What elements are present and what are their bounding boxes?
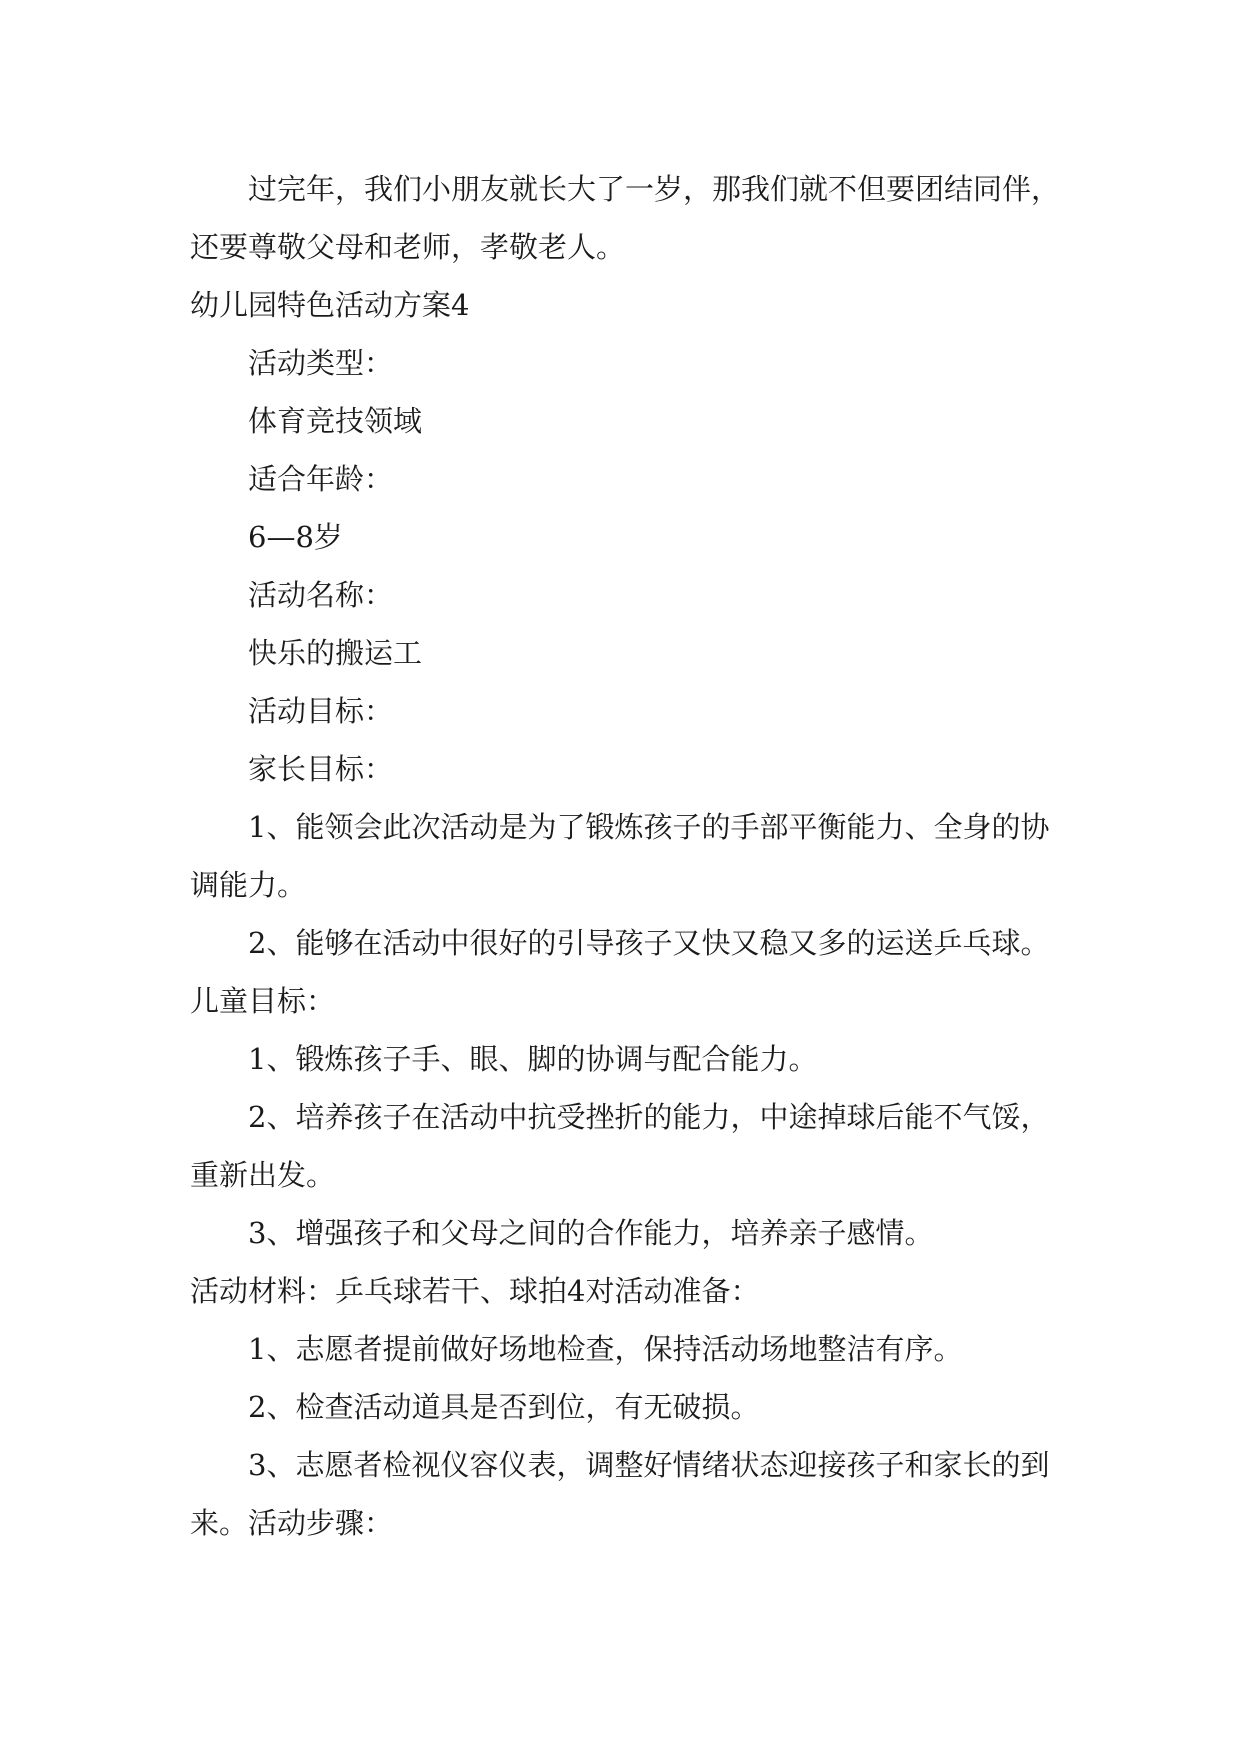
preparation-item: 3、志愿者检视仪容仪表，调整好情绪状态迎接孩子和家长的到来。活动步骤： bbox=[190, 1448, 1050, 1540]
child-goal-item: 2、培养孩子在活动中抗受挫折的能力，中途掉球后能不气馁，重新出发。 bbox=[190, 1100, 1050, 1192]
value-suitable-age: 6—8岁 bbox=[248, 520, 343, 554]
label-activity-type: 活动类型： bbox=[248, 346, 394, 380]
preparation-item: 2、检查活动道具是否到位，有无破损。 bbox=[248, 1390, 760, 1424]
child-goal-item: 3、增强孩子和父母之间的合作能力，培养亲子感情。 bbox=[248, 1216, 934, 1250]
section-heading: 幼儿园特色活动方案4 bbox=[190, 288, 470, 322]
document-body bbox=[190, 160, 1062, 1552]
parent-goal-item: 2、能够在活动中很好的引导孩子又快又稳又多的运送乒乓球。儿童目标： bbox=[190, 926, 1050, 1018]
materials-line: 活动材料：乒乓球若干、球拍4对活动准备： bbox=[190, 1274, 760, 1308]
value-activity-name: 快乐的搬运工 bbox=[248, 636, 423, 670]
value-activity-type: 体育竞技领域 bbox=[248, 404, 423, 438]
label-parent-goals: 家长目标： bbox=[248, 752, 394, 786]
paragraph: 过完年，我们小朋友就长大了一岁，那我们就不但要团结同伴，还要尊敬父母和老师，孝敬老人。 bbox=[190, 172, 1061, 264]
parent-goal-item: 1、能领会此次活动是为了锻炼孩子的手部平衡能力、全身的协调能力。 bbox=[190, 810, 1050, 902]
child-goal-item: 1、锻炼孩子手、眼、脚的协调与配合能力。 bbox=[248, 1042, 818, 1076]
label-suitable-age: 适合年龄： bbox=[248, 462, 394, 496]
preparation-item: 1、志愿者提前做好场地检查，保持活动场地整洁有序。 bbox=[248, 1332, 963, 1366]
label-activity-name: 活动名称： bbox=[248, 578, 394, 612]
label-activity-goals: 活动目标： bbox=[248, 694, 394, 728]
